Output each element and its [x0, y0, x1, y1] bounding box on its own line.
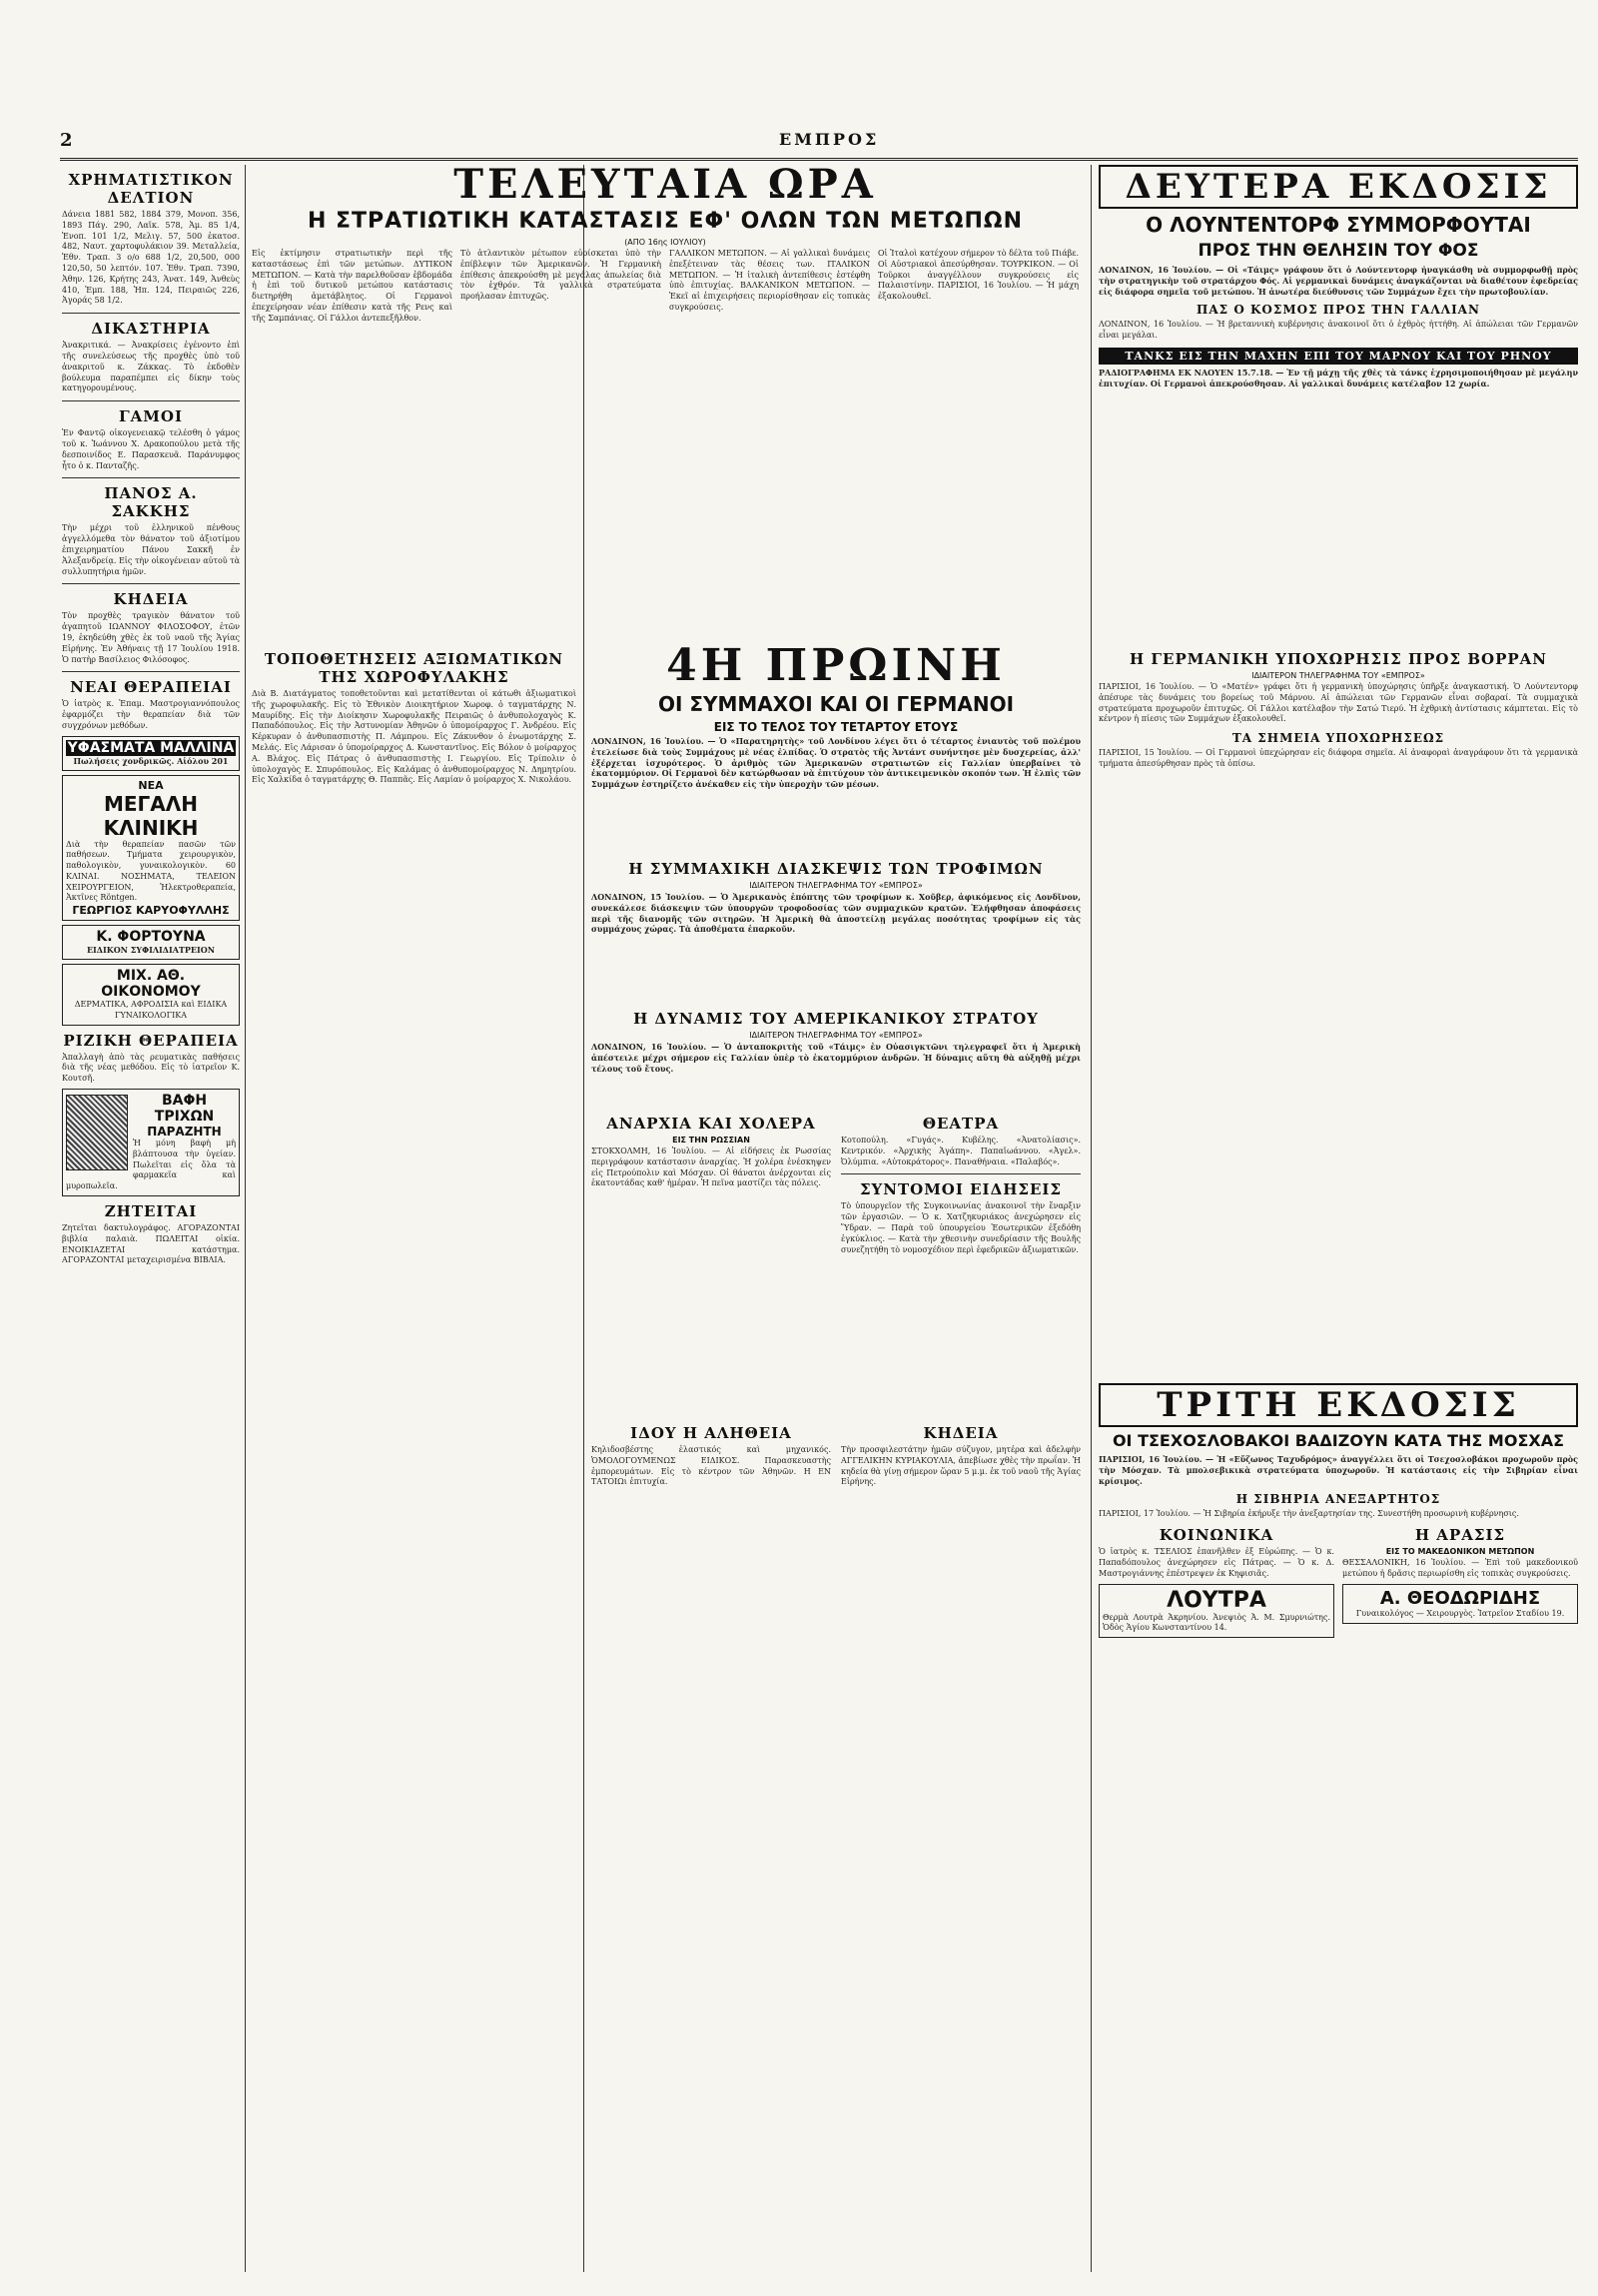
hair-title: ΒΑΦΗ ΤΡΙΧΩΝ [154, 1093, 215, 1126]
fortouna-name: Κ. ΦΟΡΤΟΥΝΑ [96, 929, 206, 946]
column-rule [1091, 165, 1092, 2272]
military-body-a: Εἰς ἐκτίμησιν στρατιωτικὴν περὶ τῆς καταστάσεως ἐπὶ τῶν μετώπων. ΔΥΤΙΚΟΝ ΜΕΤΩΠΟΝ. — Κατὰ τὴν παρελθοῦσαν ἑβδομάδα ἡ ἐπὶ τοῦ δυτικοῦ μετώπου κατάστασις διετηρήθη ἀμετάβλητος. Οἱ Γερμανοὶ ἐπεχείρησαν νέαν ἐπίθεσιν κατὰ τῆς Ρενς καὶ τῆς Σαμπάνιας. Οἱ Γάλλοι ἀντεπεξῆλθον. [252, 249, 452, 323]
theodoridis-ad [1342, 1584, 1578, 1624]
funerals2-body: Τὴν προσφιλεστάτην ἡμῶν σύζυγον, μητέρα καὶ ἀδελφὴν ΑΓΓΕΛΙΚΗΝ ΚΥΡΙΑΚΟΥΛΙΑ, ἀπεβίωσε χθὲς τὴν πρωΐαν. Ἡ κηδεία θὰ γίνῃ σήμερον ὥραν 5 μ.μ. ἐκ τοῦ ναοῦ τῆς Ἁγίας Εἰρήνης. [841, 1445, 1081, 1487]
ludendorff-subhead: ΠΡΟΣ ΤΗΝ ΘΕΛΗΣΙΝ ΤΟΥ ΦΟΣ [1198, 241, 1479, 261]
social-body: Ὁ ἰατρὸς κ. ΤΣΕΛΙΟΣ ἐπανῆλθεν ἐξ Εὐρώπης. — Ὁ κ. Παπαδόπουλος ἀνεχώρησεν εἰς Πάτρας. — Ὁ κ. Δ. Μαστρογιάννης ἐπέστρεψεν ἐκ Κηφισιᾶς. [1099, 1547, 1334, 1578]
baths-ad [1099, 1584, 1334, 1639]
czech-headline: ΟΙ ΤΣΕΧΟΣΛΟΒΑΚΟΙ ΒΑΔΙΖΟΥΝ ΚΑΤΑ ΤΗΣ ΜΟΣΧΑΣ [1112, 1431, 1565, 1450]
clinic-pre: ΝΕΑ [138, 778, 164, 792]
retreat-title: Η ΓΕΡΜΑΝΙΚΗ ΥΠΟΧΩΡΗΣΙΣ ΠΡΟΣ ΒΟΡΡΑΝ [1130, 650, 1547, 668]
military-dateline: (ΑΠΟ 16ης ΙΟΥΛΙΟΥ) [624, 238, 706, 247]
us-army-title: Η ΔΥΝΑΜΙΣ ΤΟΥ ΑΜΕΡΙΚΑΝΙΚΟΥ ΣΤΡΑΤΟΥ [633, 1010, 1039, 1028]
oikonomou-body: ΔΕΡΜΑΤΙΚΑ, ΑΦΡΟΔΙΣΙΑ καὶ ΕΙΔΙΚΑ ΓΥΝΑΙΚΟΛΟΓΙΚΑ [74, 1000, 228, 1020]
german-retreat-section [1099, 644, 1578, 1373]
allies-body: ΛΟΝΔΙΝΟΝ, 16 Ἰουλίου. — Ὁ «Παρατηρητὴς» τοῦ Λονδίνου λέγει ὅτι ὁ τέταρτος ἐνιαυτὸς τοῦ πολέμου ἐτελείωσε διὰ τοὺς Συμμάχους μὲ νέας ἐλπίδας. Ὁ στρατὸς τῆς Ἀντάντ συνήντησε μὲν δυσχερείας, ἀλλ' ἐξέρχεται ἰσχυρότερος. Ὁ ἀριθμὸς τῶν Ἀμερικανῶν στρατιωτῶν εἰς Γαλλίαν ὑπερβαίνει τὸ ἑκατομμύριον. Οἱ Γερμανοὶ δὲν κατώρθωσαν νὰ ἐπιτύχουν τὸν ἀντικειμενικὸν σκοπόν των. Ἡ ἐλπὶς τῶν Συμμάχων ἐστηρίζετο ἀνέκαθεν εἰς τὴν ὑπεροχὴν τῶν μέσων. [591, 736, 1081, 790]
last-hour-section [252, 165, 1079, 634]
fabrics-ad-title: ΥΦΑΣΜΑΤΑ ΜΑΛΛΙΝΑ [67, 739, 235, 756]
truth-section [591, 1418, 831, 1718]
paper-name: ΕΜΠΡΟΣ [779, 130, 880, 149]
third-edition-section [1099, 1383, 1578, 2272]
page-masthead [60, 128, 1578, 161]
retreat-credit: ΙΔΙΑΙΤΕΡΟΝ ΤΗΛΕΓΡΑΦΗΜΑ ΤΟΥ «ΕΜΠΡΟΣ» [1251, 671, 1425, 680]
us-army-body: ΛΟΝΔΙΝΟΝ, 16 Ἰουλίου. — Ὁ ἀνταποκριτὴς τοῦ «Τάιμς» ἐν Οὐασιγκτῶνι τηλεγραφεῖ ὅτι ἡ Ἀμερικὴ ἀπέστειλε μέχρι σήμερον εἰς Γαλλίαν ὑπὲρ τὸ ἑκατομμύριον ἀνδρῶν. Ἡ δύναμις αὕτη θὰ αὐξηθῇ μέχρι τέλους τοῦ ἔτους. [591, 1042, 1081, 1074]
russia-section [591, 1109, 831, 1408]
morning-edition-section [591, 644, 1081, 844]
moukden-title: ΠΑΣ Ο ΚΟΣΜΟΣ ΠΡΟΣ ΤΗΝ ΓΑΛΛΙΑΝ [1197, 303, 1480, 318]
court-body: Ἀνακριτικά. — Ἀνακρίσεις ἐγένοντο ἐπὶ τῆς συνελεύσεως τῆς προχθὲς ὑπὸ τοῦ ἀνακριτοῦ κ. Ζάκκας. Τὸ ἐκδοθὲν βούλευμα παραπέμπει εἰς δίκην τοὺς κατηγορουμένους. [62, 341, 240, 393]
classifieds-title: ΖΗΤΕΙΤΑΙ [104, 1202, 198, 1221]
market-title: ΧΡΗΜΑΤΙΣΤΙΚΟΝ ΔΕΛΤΙΟΝ [68, 171, 234, 207]
clinic-director: ΓΕΩΡΓΙΟΣ ΚΑΡΥΟΦΥΛΛΗΣ [72, 904, 230, 918]
market-body: Δάνεια 1881 582, 1884 379, Μονοπ. 356, 1893 Πάγ. 290, Λαϊκ. 578, Ἀμ. 85 1/4, Ἐνοπ. 101 1/2, Μελιγ. 57, 500 ἐκατοσ. 482, Ναυτ. χαρτοφυλάκιον 39. Μεταλλεία, Ἐθν. Τραπ. 3 ο/ο 688 1/2, 20,500, 000 120,50, 50 λεπτόν. 107. Ἐθν. Τραπ. 7390, Ἀθην. 126, Κρήτης 243, Ἀνατ. 149, Ἀνθεὺς 410, Ἐμπ. 188, Ἠπ. 124, Πειραιῶς 226, Ἀγοράς 58 1/2. [62, 210, 240, 306]
food-body: ΛΟΝΔΙΝΟΝ, 15 Ἰουλίου. — Ὁ Ἀμερικανὸς ἐπόπτης τῶν τροφίμων κ. Χοῦβερ, ἀφικόμενος εἰς Λονδῖνον, συνεκάλεσε διάσκεψιν τῶν ὑπουργῶν τροφοδοσίας τῶν συμμαχικῶν κρατῶν. Ἐλήφθησαν ἀποφάσεις περὶ τῆς διανομῆς τῶν σιτηρῶν. Ἡ Ἀμερικὴ θὰ ἀποστείλῃ μεγάλας ποσότητας τροφίμων εἰς τὰς συμμάχους χώρας. Τὰ ἀποθέματα ἐπαρκοῦν. [591, 892, 1081, 935]
name-body: Τὴν μέχρι τοῦ ἐλληνικοῦ πένθους ἀγγελλόμεθα τὸν θάνατον τοῦ ἀξιοτίμου ἐπιχειρηματίου Πάνου Σακκῆ ἐν Ἀλεξανδρείᾳ. Εἰς τὴν οἰκογένειαν αὐτοῦ τὰ συλλυπητήρια ἡμῶν. [62, 523, 240, 576]
military-body-c: ΓΑΛΛΙΚΟΝ ΜΕΤΩΠΟΝ. — Αἱ γαλλικαὶ δυνάμεις ἐπεξέτειναν τὰς θέσεις των. ΙΤΑΛΙΚΟΝ ΜΕΤΩΠΟΝ. — Ἡ ἰταλικὴ ἀντεπίθεσις ἐστέφθη ὑπὸ ἐπιτυχίας. ΒΑΛΚΑΝΙΚΟΝ ΜΕΤΩΠΟΝ. — Ἐκεῖ αἱ ἐπιχειρήσεις περιορίσθησαν εἰς τοπικὰς συγκρούσεις. [669, 249, 870, 312]
funerals2-section [841, 1418, 1081, 1718]
morning-edition-banner: 4Η ΠΡΩΙΝΗ [666, 644, 1006, 691]
truth-body: Κηλιδοσβέστης ἐλαστικός καὶ μηχανικός. ὉΜΟΛΟΓΟΥΜΕΝΩΣ ΕΙΔΙΚΟΣ. Παρασκευαστὴς ἐμπορευμάτων. Εἰς τὸ κέντρον τῶν Ἀθηνῶν. Η ΕΝ ΤΑΤΟΙΩι ἐπιτυχία. [591, 1445, 831, 1487]
clinic-ad [62, 775, 240, 922]
macedonia-title: Η ΑΡΑΣΙΣ [1414, 1526, 1506, 1545]
military-body-d: Οἱ Ἰταλοὶ κατέχουν σήμερον τὸ δέλτα τοῦ Πιάβε. Οἱ Αὐστριακοὶ ἀπεσύρθησαν. ΤΟΥΡΚΙΚΟΝ. — Οἱ Τοῦρκοι ἀναγγέλλουν συγκρούσεις εἰς Παλαιστίνην. ΠΑΡΙΣΙΟΙ, 16 Ἰουλίου. — Ἡ μάχη ἐξακολουθεῖ. [878, 249, 1079, 302]
fabrics-ad-sub: Πωλήσεις χονδρικῶς. Αἰόλου 201 [73, 755, 229, 766]
appointments-title: ΤΟΠΟΘΕΤΗΣΕΙΣ ΑΞΙΩΜΑΤΙΚΩΝ ΤΗΣ ΧΩΡΟΦΥΛΑΚΗΣ [264, 650, 564, 686]
russia-title: ΑΝΑΡΧΙΑ ΚΑΙ ΧΟΛΕΡΑ [606, 1115, 816, 1133]
siberia-title: Η ΣΙΒΗΡΙΑ ΑΝΕΞΑΡΤΗΤΟΣ [1235, 1492, 1441, 1507]
court-title: ΔΙΚΑΣΤΗΡΙΑ [91, 320, 211, 339]
retreat-points-body: ΠΑΡΙΣΙΟΙ, 15 Ἰουλίου. — Οἱ Γερμανοὶ ὑπεχώρησαν εἰς διάφορα σημεῖα. Αἱ ἀναφοραὶ ἀναγράφουν ὅτι τὰ γερμανικὰ τμήματα ἀπεσύρθησαν πρὸς τὰ ὀπίσω. [1099, 748, 1578, 768]
allies-headline: ΟΙ ΣΥΜΜΑΧΟΙ ΚΑΙ ΟΙ ΓΕΡΜΑΝΟΙ [657, 692, 1015, 716]
food-section [591, 854, 1081, 994]
moukden-body: ΛΟΝΔΙΝΟΝ, 16 Ἰουλίου. — Ἡ βρεταννικὴ κυβέρνησις ἀνακοινοῖ ὅτι ὁ ἐχθρὸς ἠττήθη. Αἱ ἀπώλειαι τῶν Γερμανῶν εἶναι μεγάλαι. [1099, 320, 1578, 341]
page-number: 2 [60, 130, 73, 151]
food-credit: ΙΔΙΑΙΤΕΡΟΝ ΤΗΛΕΓΡΑΦΗΜΑ ΤΟΥ «ΕΜΠΡΟΣ» [749, 881, 923, 890]
left-column [62, 165, 240, 2272]
second-edition-banner: ΔΕΥΤΕΡΑ ΕΚΔΟΣΙΣ [1099, 165, 1578, 209]
theodoridis-body: Γυναικολόγος — Χειρουργὸς. Ἰατρεῖον Σταδίου 19. [1355, 1608, 1565, 1618]
baths-title: ΛΟΥΤΡΑ [1167, 1587, 1266, 1613]
radical-title: ΡΙΖΙΚΗ ΘΕΡΑΠΕΙΑ [63, 1031, 239, 1050]
macedonia-sub: ΕΙΣ ΤΟ ΜΑΚΕΔΟΝΙΚΟΝ ΜΕΤΩΠΟΝ [1385, 1547, 1535, 1557]
allies-subhead: ΕΙΣ ΤΟ ΤΕΛΟΣ ΤΟΥ ΤΕΤΑΡΤΟΥ ΕΤΟΥΣ [713, 720, 959, 734]
brief-title: ΣΥΝΤΟΜΟΙ ΕΙΔΗΣΕΙΣ [859, 1180, 1063, 1199]
russia-body: ΣΤΟΚΧΟΛΜΗ, 16 Ἰουλίου. — Αἱ εἰδήσεις ἐκ Ρωσσίας περιγράφουν κατάστασιν ἀναρχίας. Ἡ χολέρα ἐνέσκηψεν εἰς Πετρούπολιν καὶ Μόσχαν. Οἱ θάνατοι ἀνέρχονται εἰς ἑκατοντάδας καθ' ἡμέραν. Ἡ πεῖνα μαστίζει τὰς πόλεις. [591, 1147, 831, 1188]
food-title: Η ΣΥΜΜΑΧΙΚΗ ΔΙΑΣΚΕΨΙΣ ΤΩΝ ΤΡΟΦΙΜΩΝ [628, 860, 1044, 878]
ludendorff-body: ΛΟΝΔΙΝΟΝ, 16 Ἰουλίου. — Οἱ «Τάιμς» γράφουν ὅτι ὁ Λούντεντορφ ἠναγκάσθη νὰ συμμορφωθῇ πρὸς τὴν στρατηγικὴν τοῦ στρατάρχου Φός. Αἱ γερμανικαὶ δυνάμεις ἀναγκάζονται νὰ διαθέτουν ἐφεδρείας εἰς διάφορα σημεῖα τοῦ μετώπου. Ἡ ἀνωτέρα διεύθυνσις τῶν Συμμάχων ἔχει τὴν πρωτοβουλίαν. [1099, 265, 1578, 297]
theatre-title: ΘΕΑΤΡΑ [922, 1115, 1000, 1133]
weddings-body: Ἐν Φαντῷ οἰκογενειακῷ τελέσθη ὁ γάμος τοῦ κ. Ἰωάννου Χ. Δρακοπούλου μετὰ τῆς δεσποινίδος Ε. Παρασκευᾶ. Παράνυμφος ἦτο ὁ κ. Πανταζῆς. [62, 428, 240, 470]
woman-portrait-icon [66, 1095, 128, 1170]
funerals-body: Τὸν προχθὲς τραγικὸν θάνατον τοῦ ἀγαπητοῦ ΙΩΑΝΝΟΥ ΦΙΛΟΣΟΦΟΥ, ἐτῶν 19, ἐκηδεύθη χθὲς ἐκ τοῦ ναοῦ τῆς Ἁγίας Εἰρήνης. Ἐν Ἀθήναις τῇ 17 Ἰουλίου 1918. Ὁ πατὴρ Βασίλειος Φιλόσοφος. [62, 611, 240, 664]
theodoridis-name: Α. ΘΕΟΔΩΡΙΔΗΣ [1379, 1587, 1541, 1609]
retreat-points-title: ΤΑ ΣΗΜΕΙΑ ΥΠΟΧΩΡΗΣΕΩΣ [1231, 731, 1445, 746]
funerals-title: ΚΗΔΕΙΑ [113, 590, 189, 609]
clinic-title: ΜΕΓΑΛΗ ΚΛΙΝΙΚΗ [103, 791, 199, 840]
weddings-title: ΓΑΜΟΙ [119, 407, 183, 426]
brief-body: Τὸ ὑπουργεῖον τῆς Συγκοινωνίας ἀνακοινοῖ τὴν ἔναρξιν τῶν ἐργασιῶν. — Ὁ κ. Χατζηκυριάκος ἀνεχώρησεν εἰς Ὕδραν. — Παρὰ τοῦ ὑπουργείου Ἐσωτερικῶν ἐξεδόθη ἐγκύκλιος. — Κατὰ τὴν χθεσινὴν συνεδρίασιν τῆς Βουλῆς συνεζητήθη τὸ νομοσχέδιον περὶ ἐφεδρικῶν ἀξιωματικῶν. [841, 1201, 1081, 1254]
tanks-title: ΤΑΝΚΣ ΕΙΣ ΤΗΝ ΜΑΧΗΝ ΕΠΙ ΤΟΥ ΜΑΡΝΟΥ ΚΑΙ ΤΟΥ ΡΗΝΟΥ [1099, 348, 1578, 365]
appointments-body: Διὰ Β. Διατάγματος τοποθετοῦνται καὶ μετατίθενται οἱ κάτωθι ἀξιωματικοὶ τῆς χωροφυλακῆς. Εἰς τὸ Ἐθνικὸν Διοικητήριον Χωροφ. ὁ ταγματάρχης Ν. Μαυρίδης. Εἰς τὴν Διοίκησιν Χωροφυλακῆς Πειραιῶς ὁ ἀνθυπολοχαγὸς Κ. Παπαδόπουλος. Εἰς τὴν Ἀστυνομίαν Ἀθηνῶν ὁ ὑπομοίραρχος Γ. Ἀνδρέου. Εἰς Κέρκυραν ὁ ἀνθυπασπιστὴς Π. Λάμπρου. Εἰς Ζάκυνθον ὁ ἐνωμοτάρχης Σ. Μελάς. Εἰς Λάρισαν ὁ ὑπομοίραρχος Δ. Κωνσταντῖνος. Εἰς Βόλον ὁ μοίραρχος Α. Βλάχος. Εἰς Πάτρας ὁ ἀνθυπασπιστὴς Ι. Γεωργίου. Εἰς Τρίπολιν ὁ ὑπολοχαγὸς Ε. Σπυρόπουλος. Εἰς Καλάμας ὁ ἀνθυπομοίραρχος Ν. Δημητρίου. Εἰς Χαλκίδα ὁ ταγματάρχης Θ. Παππᾶς. Εἰς Λαμίαν ὁ μοίραρχος Χ. Νικολάου. [252, 689, 576, 785]
third-edition-banner: ΤΡΙΤΗ ΕΚΔΟΣΙΣ [1099, 1383, 1578, 1427]
truth-title: ΙΔΟΥ Η ΑΛΗΘΕΙΑ [630, 1424, 792, 1442]
czech-body: ΠΑΡΙΣΙΟΙ, 16 Ἰουλίου. — Ἡ «Εὔζωνος Ταχυδρόμος» ἀναγγέλλει ὅτι οἱ Τσεχοσλοβάκοι προχωροῦν πρὸς τὴν Μόσχαν. Τὰ μπολσεβικικὰ στρατεύματα ὑποχωροῦν. Ἡ κατάστασις εἰς τὴν Σιβηρίαν εἶναι κρίσιμος. [1099, 1454, 1578, 1486]
theatre-body: Κοτοπούλη. «Γυγάς». Κυβέλης. «Ἀνατολίασις». Κεντρικόν. «Ἀρχικὴς Ἀγάπη». Παπαϊωάννου. «Ἀγελ». Ὀλύμπια. «Αὐτοκράτορος». Παναθήναια. «Παλαβός». [841, 1136, 1081, 1166]
therapies-body: Ὁ ἰατρὸς κ. Ἐπαμ. Μαστρογιαννόπουλος ἐφαρμόζει τὴν θεραπείαν διὰ τῶν συγχρόνων μεθόδων. [62, 699, 240, 730]
name-notice: ΠΑΝΟΣ Α. ΣΑΚΚΗΣ [104, 484, 198, 521]
social-title: ΚΟΙΝΩΝΙΚΑ [1159, 1526, 1274, 1545]
fabrics-ad [62, 736, 240, 771]
column-rule [245, 165, 246, 2272]
hair-body: Ἡ μόνη βαφὴ μὴ βλάπτουσα τὴν ὑγείαν. Πωλεῖται εἰς ὅλα τὰ φαρμακεῖα καὶ μυροπωλεῖα. [66, 1139, 236, 1191]
radical-body: Ἀπαλλαγὴ ἀπὸ τὰς ρευματικὰς παθήσεις διὰ τῆς νέας μεθόδου. Εἰς τὸ ἰατρεῖον Κ. Κουτσῆ. [62, 1052, 240, 1084]
funerals2-title: ΚΗΔΕΙΑ [923, 1424, 999, 1442]
last-hour-banner: ΤΕΛΕΥΤΑΙΑ ΩΡΑ [453, 165, 877, 208]
classifieds-body: Ζητεῖται δακτυλογράφος. ΑΓΟΡΑΖΟΝΤΑΙ βιβλία παλαιὰ. ΠΩΛΕΙΤΑΙ οἰκία. ΕΝΟΙΚΙΑΖΕΤΑΙ κατάστημα. ΑΓΟΡΑΖΟΝΤΑΙ μεταχειρισμένα ΒΙΒΛΙΑ. [62, 1223, 240, 1265]
theatre-brief-section [841, 1109, 1081, 1408]
macedonia-body: ΘΕΣΣΑΛΟΝΙΚΗ, 16 Ἰουλίου. — Ἐπὶ τοῦ μακεδονικοῦ μετώπου ἡ δρᾶσις περιωρίσθη εἰς τοπικὰς συγκρούσεις. [1342, 1558, 1578, 1578]
us-army-credit: ΙΔΙΑΙΤΕΡΟΝ ΤΗΛΕΓΡΑΦΗΜΑ ΤΟΥ «ΕΜΠΡΟΣ» [749, 1031, 923, 1040]
military-body-b: Τὸ ἀτλαντικὸν μέτωπον εὑρίσκεται ὑπὸ τὴν ἐπίβλεψιν τῶν Ἀμερικανῶν. Ἡ Γερμανικὴ ἐπίθεσις ἀπεκρούσθη μὲ μεγάλας ἀπωλείας διὰ τὸν ἐχθρόν. Τὰ γαλλικὰ στρατεύματα προήλασαν ἐπιτυχῶς. [460, 249, 661, 302]
tanks-body: ΡΑΔΙΟΓΡΑΦΗΜΑ ΕΚ ΝΑΟΥΕΝ 15.7.18. — Ἐν τῇ μάχῃ τῆς χθὲς τὰ τάνκς ἐχρησιμοποιήθησαν μὲ μεγάλην ἐπιτυχίαν. Οἱ Γερμανοὶ ἀπεκρούσθησαν. Αἱ γαλλικαὶ δυνάμεις κατέλαβον 12 χωρία. [1099, 367, 1578, 388]
russia-subtitle: ΕΙΣ ΤΗΝ ΡΩΣΣΙΑΝ [672, 1136, 750, 1145]
hair-dye-ad [62, 1089, 240, 1196]
siberia-body: ΠΑΡΙΣΙΟΙ, 17 Ἰουλίου. — Ἡ Σιβηρία ἐκήρυξε τὴν ἀνεξαρτησίαν της. Συνεστήθη προσωρινὴ κυβέρνησις. [1099, 1509, 1519, 1519]
us-army-section [591, 1004, 1081, 1099]
ludendorff-headline: Ο ΛΟΥΝΤΕΝΤΟΡΦ ΣΥΜΜΟΡΦΟΥΤΑΙ [1146, 213, 1531, 237]
clinic-body: Διὰ τὴν θεραπείαν πασῶν τῶν παθήσεων. Τμήματα χειρουργικὸν, παθολογικὸν, γυναικολογικὸν. 60 ΚΛΙΝΑΙ. ΝΟΣΗΜΑΤΑ, ΤΕΛΕΙΟΝ ΧΕΙΡΟΥΡΓΕΙΟΝ, Ἠλεκτροθεραπεία, Ἀκτῖνες Röntgen. [66, 839, 236, 903]
baths-body: Θερμὰ Λουτρὰ Ἀκρηνίου. Ἀνεψιὸς Ἀ. Μ. Σμυρνιώτης. Ὁδὸς Ἁγίου Κωνσταντίνου 14. [1103, 1612, 1330, 1633]
military-headline: Η ΣΤΡΑΤΙΩΤΙΚΗ ΚΑΤΑΣΤΑΣΙΣ ΕΦ' ΟΛΩΝ ΤΩΝ ΜΕΤΩΠΩΝ [307, 209, 1024, 234]
fortouna-ad [62, 925, 240, 960]
oikonomou-name: ΜΙΧ. ΑΘ. ΟΙΚΟΝΟΜΟΥ [101, 968, 201, 1001]
fortouna-body: ΕΙΔΙΚΟΝ ΣΥΦΙΛΙΔΙΑΤΡΕΙΟΝ [86, 945, 216, 956]
oikonomou-ad [62, 964, 240, 1026]
retreat-body: ΠΑΡΙΣΙΟΙ, 16 Ἰουλίου. — Ὁ «Ματέν» γράφει ὅτι ἡ γερμανικὴ ὑποχώρησις ὑπῆρξε ἀναγκαστική. Ὁ Λούντεντορφ ἀπέσυρε τὰς δυνάμεις του βορείως τοῦ Μάρνου. Αἱ ἀπώλειαι τῶν Γερμανῶν εἶναι σοβαραί. Τὰ συμμαχικὰ στρατεύματα προχωροῦν ἐπιτυχῶς. Οἱ Γάλλοι κατέλαβον τὴν Σατώ Τιερύ. Ἡ ἐχθρικὴ ἀντίστασις κάμπτεται. Εἰς τὸ κέντρον ἡ πίεσις τῶν Συμμάχων ἐξακολουθεῖ. [1099, 682, 1578, 724]
second-edition-section [1099, 165, 1578, 634]
hair-sub: ΠΑΡΑΖΗΤΗ [147, 1125, 222, 1140]
therapies-title: ΝΕΑΙ ΘΕΡΑΠΕΙΑΙ [70, 678, 232, 697]
appointments-section [252, 644, 576, 2272]
